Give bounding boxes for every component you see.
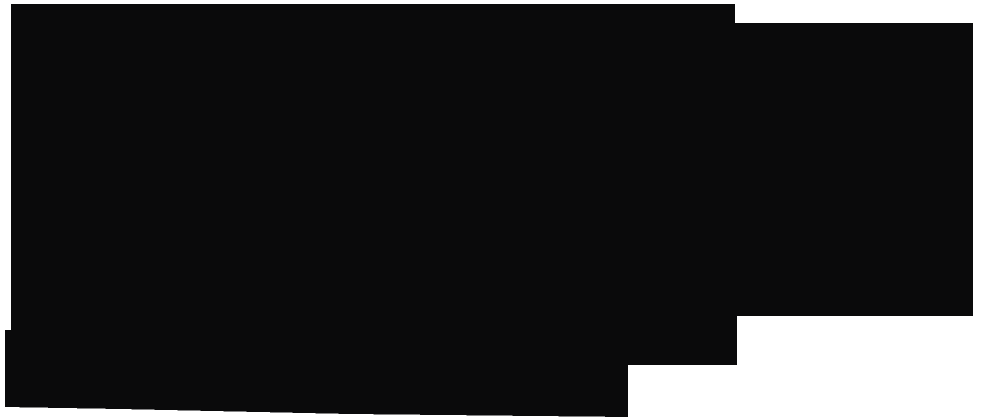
dark-screen-region — [5, 4, 973, 417]
